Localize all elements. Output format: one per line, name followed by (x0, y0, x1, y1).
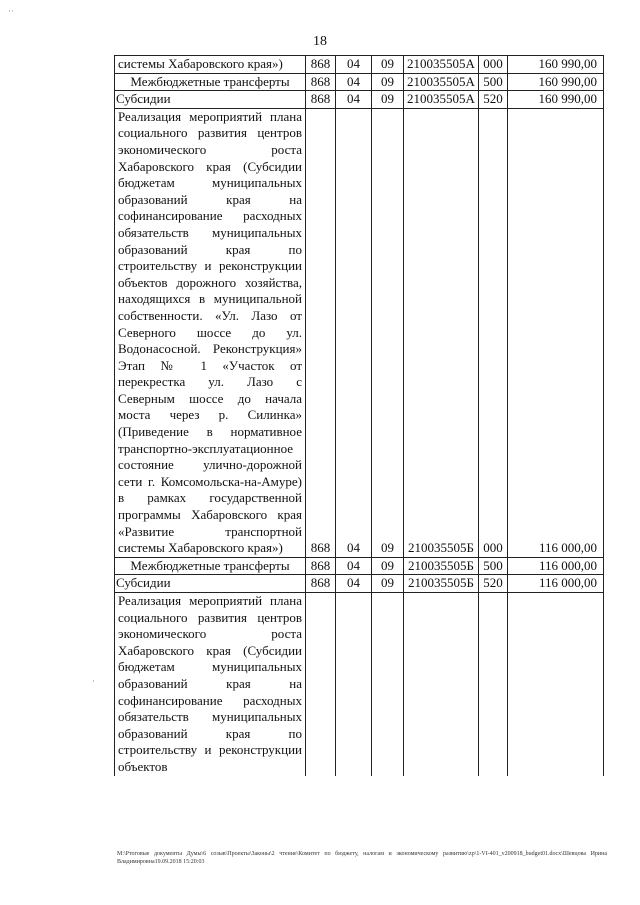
table-row (115, 91, 604, 109)
target-code: 210035505А (404, 73, 479, 91)
subsection-code: 09 (372, 108, 404, 557)
row-name: системы Хабаровского края») (115, 56, 306, 74)
row-name: Субсидии (115, 575, 306, 593)
table-row (115, 575, 604, 593)
expense-type-code: 500 (479, 557, 508, 575)
expense-type-code: 520 (479, 575, 508, 593)
target-code (404, 593, 479, 776)
amount (508, 593, 604, 776)
scan-margin-mark: · (92, 676, 95, 686)
budget-table (114, 55, 604, 776)
subsection-code: 09 (372, 557, 404, 575)
target-code: 210035505Б (404, 108, 479, 557)
subsection-code: 09 (372, 575, 404, 593)
amount: 116 000,00 (508, 557, 604, 575)
document-footer-path: M:\Pтоговые документы Думы\6 созыв\Проекты\Законы\2 чтение\Комитет по бюджету, налогам и экономическому развитию\zp\1-VI-401_v200918_budget01.docx\Шевцова Ирина Владимировна19.09.2018 15:20:03 (117, 851, 607, 865)
ministry-code: 868 (306, 108, 336, 557)
ministry-code (306, 593, 336, 776)
subsection-code: 09 (372, 91, 404, 109)
subsection-code (372, 593, 404, 776)
section-code: 04 (336, 575, 372, 593)
expense-type-code: 500 (479, 73, 508, 91)
table-row (115, 593, 604, 776)
amount: 160 990,00 (508, 56, 604, 74)
table-row (115, 73, 604, 91)
section-code: 04 (336, 108, 372, 557)
amount: 116 000,00 (508, 108, 604, 557)
section-code: 04 (336, 557, 372, 575)
row-name: Реализация мероприятий плана социального развития центров экономического роста Хабаровского края (Субсидии бюджетам муниципальных образований края на софинансирование расходных обязательств муниципальных образований края по строительству и реконструкции объектов (115, 593, 306, 776)
section-code (336, 593, 372, 776)
ministry-code: 868 (306, 575, 336, 593)
target-code: 210035505А (404, 56, 479, 74)
table-row (115, 56, 604, 74)
subsection-code: 09 (372, 56, 404, 74)
expense-type-code: 000 (479, 108, 508, 557)
amount: 160 990,00 (508, 73, 604, 91)
table-row (115, 108, 604, 557)
row-name: Субсидии (115, 91, 306, 109)
ministry-code: 868 (306, 56, 336, 74)
target-code: 210035505Б (404, 575, 479, 593)
row-name: Реализация мероприятий плана социального развития центров экономического роста Хабаровского края (Субсидии бюджетам муниципальных образований края на софинансирование расходных обязательств муниципальных образований края по строительству и реконструкции объектов дорожного хозяйства, находящихся в муниципальной собственности. «Ул. Лазо от Северного шоссе до ул. Водонасосной. Реконструкция» Этап № 1 «Участок от перекрестка ул. Лазо с Северным шоссе до начала моста через р. Силинка» (Приведение в нормативное транспортно-эксплуатационное состояние улично-дорожной сети г. Комсомольска-на-Амуре) в рамках государственной программы Хабаровского края «Развитие транспортной системы Хабаровского края») (115, 108, 306, 557)
section-code: 04 (336, 56, 372, 74)
row-name: Межбюджетные трансферты (115, 73, 306, 91)
target-code: 210035505А (404, 91, 479, 109)
expense-type-code: 000 (479, 56, 508, 74)
section-code: 04 (336, 91, 372, 109)
target-code: 210035505Б (404, 557, 479, 575)
page-number: 18 (313, 34, 327, 49)
scan-margin-mark: ·· (8, 6, 14, 16)
expense-type-code: 520 (479, 91, 508, 109)
amount: 116 000,00 (508, 575, 604, 593)
row-name: Межбюджетные трансферты (115, 557, 306, 575)
ministry-code: 868 (306, 73, 336, 91)
amount: 160 990,00 (508, 91, 604, 109)
expense-type-code (479, 593, 508, 776)
ministry-code: 868 (306, 91, 336, 109)
ministry-code: 868 (306, 557, 336, 575)
table-row (115, 557, 604, 575)
section-code: 04 (336, 73, 372, 91)
subsection-code: 09 (372, 73, 404, 91)
